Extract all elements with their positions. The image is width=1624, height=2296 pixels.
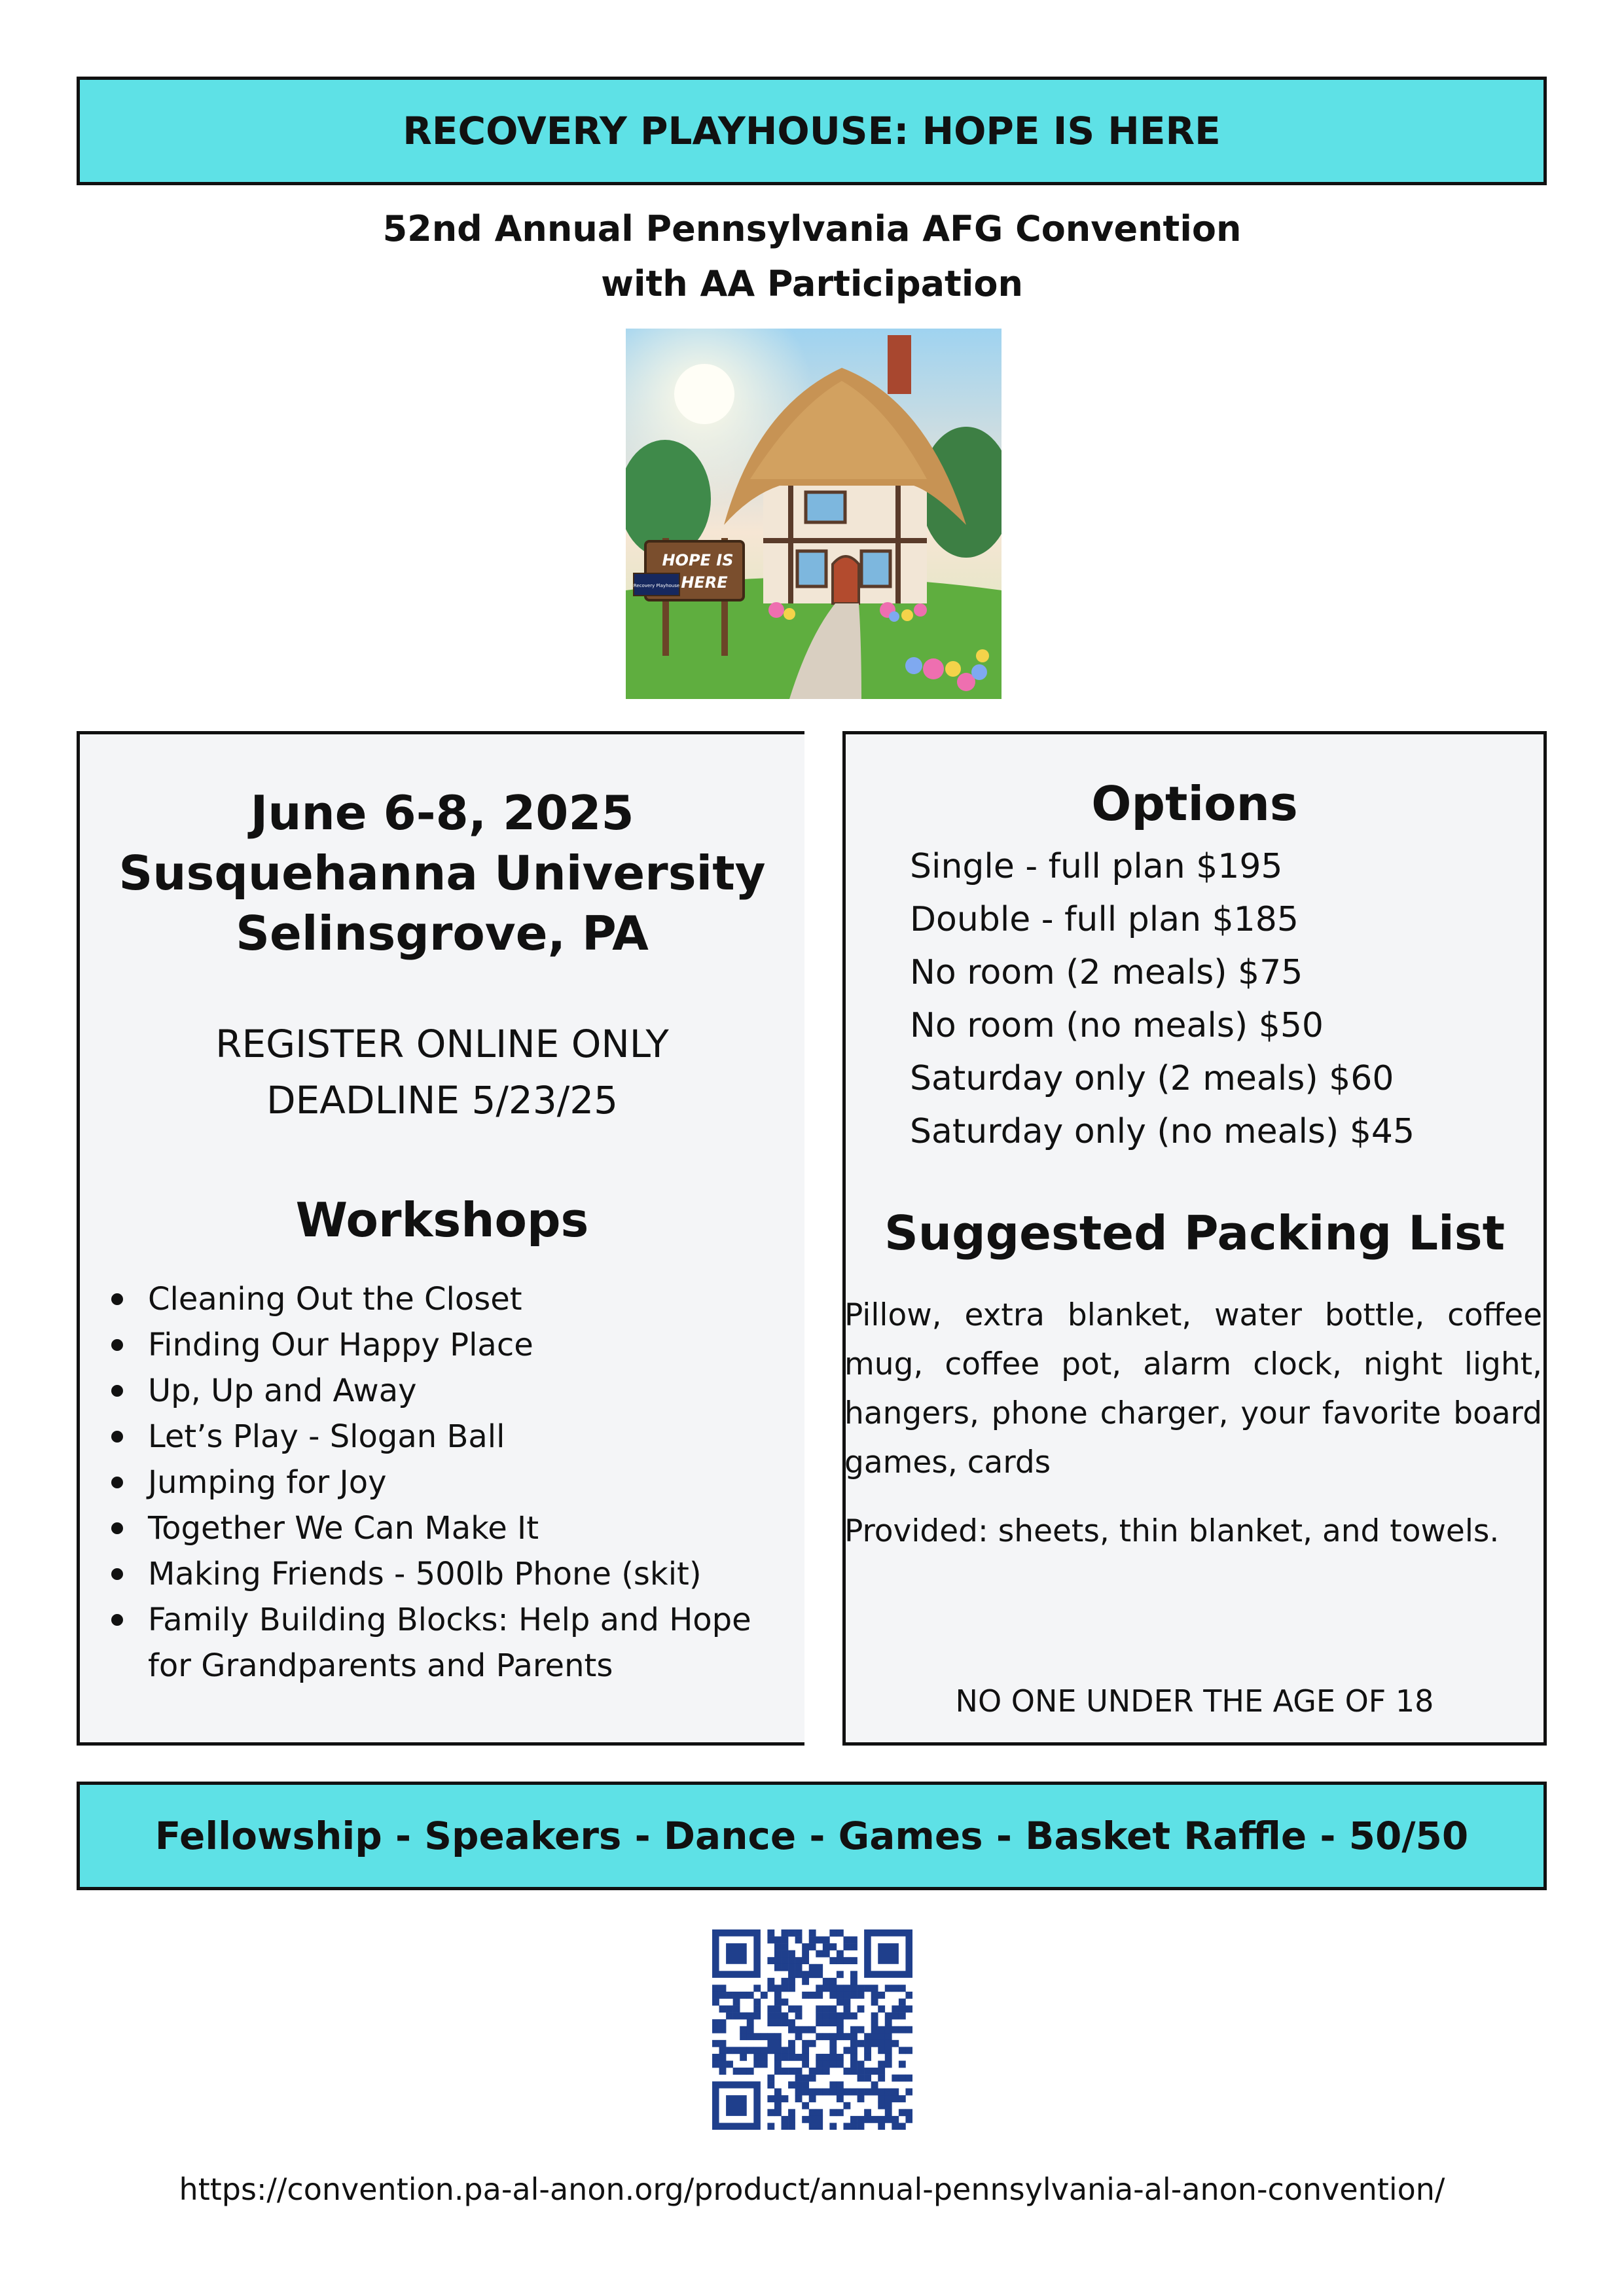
small-sign-text: Recovery Playhouse xyxy=(633,583,680,588)
activities-banner xyxy=(77,1782,1547,1890)
registration-url[interactable]: https://convention.pa-al-anon.org/product/annual-pennsylvania-al-anon-convention/ xyxy=(179,2172,1445,2207)
event-city: Selinsgrove, PA xyxy=(236,906,649,961)
provided-note: Provided: sheets, thin blanket, and towels. xyxy=(844,1513,1500,1549)
event-venue: Susquehanna University xyxy=(118,846,766,901)
bullet-icon xyxy=(111,1522,123,1534)
option-item: Saturday only (no meals) $45 xyxy=(910,1112,1415,1151)
event-panel xyxy=(77,731,808,1746)
workshops-list xyxy=(106,1276,793,1689)
workshop-title: Let’s Play - Slogan Ball xyxy=(148,1418,505,1455)
bullet-icon xyxy=(111,1339,123,1351)
options-heading: Options xyxy=(1091,776,1298,831)
list-item xyxy=(106,1551,793,1597)
subtitle-line-1: 52nd Annual Pennsylvania AFG Convention xyxy=(382,208,1242,249)
workshop-title: Up, Up and Away xyxy=(148,1372,417,1409)
list-item xyxy=(106,1414,793,1460)
event-dates: June 6-8, 2025 xyxy=(250,785,634,840)
list-item xyxy=(106,1368,793,1414)
packing-heading: Suggested Packing List xyxy=(884,1206,1506,1261)
options-panel xyxy=(842,731,1547,1746)
option-item: No room (2 meals) $75 xyxy=(910,953,1303,992)
bullet-icon xyxy=(111,1293,123,1305)
list-item xyxy=(106,1460,793,1505)
sign-text-1: HOPE IS xyxy=(662,551,734,569)
workshop-title: Finding Our Happy Place xyxy=(148,1327,533,1363)
packing-list: Pillow, extra blanket, water bottle, coffee mug, coffee pot, alarm clock, night light, hangers, phone charger, your favorite board games, cards xyxy=(844,1297,1542,1480)
age-restriction: NO ONE UNDER THE AGE OF 18 xyxy=(955,1683,1434,1719)
bullet-icon xyxy=(111,1614,123,1626)
page-title: RECOVERY PLAYHOUSE: HOPE IS HERE xyxy=(403,109,1221,153)
option-item: Double - full plan $185 xyxy=(910,900,1299,939)
qr-code-icon[interactable] xyxy=(712,1929,912,2130)
option-item: Saturday only (2 meals) $60 xyxy=(910,1059,1394,1098)
title-banner xyxy=(77,77,1547,185)
list-item xyxy=(106,1505,793,1551)
bullet-icon xyxy=(111,1385,123,1397)
workshop-title: Jumping for Joy xyxy=(148,1464,387,1501)
panel-divider xyxy=(804,731,846,1746)
cottage-illustration xyxy=(626,329,1001,699)
option-item: No room (no meals) $50 xyxy=(910,1006,1324,1045)
list-item xyxy=(106,1276,793,1322)
options-list xyxy=(910,840,1415,1158)
subtitle-line-2: with AA Participation xyxy=(601,263,1023,304)
bullet-icon xyxy=(111,1431,123,1443)
workshop-title: Together We Can Make It xyxy=(148,1510,539,1547)
list-item xyxy=(106,1597,793,1689)
option-item: Single - full plan $195 xyxy=(910,847,1283,886)
workshops-heading: Workshops xyxy=(295,1193,589,1247)
activities-text: Fellowship - Speakers - Dance - Games - Basket Raffle - 50/50 xyxy=(154,1814,1469,1858)
bullet-icon xyxy=(111,1477,123,1488)
workshop-title: Family Building Blocks: Help and Hope for Grandparents and Parents xyxy=(148,1602,751,1684)
sign-text-2: HERE xyxy=(681,573,728,592)
bullet-icon xyxy=(111,1568,123,1580)
register-note: REGISTER ONLINE ONLY xyxy=(215,1022,669,1066)
workshop-title: Cleaning Out the Closet xyxy=(148,1281,522,1318)
deadline-note: DEADLINE 5/23/25 xyxy=(266,1078,619,1122)
list-item xyxy=(106,1322,793,1368)
workshop-title: Making Friends - 500lb Phone (skit) xyxy=(148,1556,702,1592)
